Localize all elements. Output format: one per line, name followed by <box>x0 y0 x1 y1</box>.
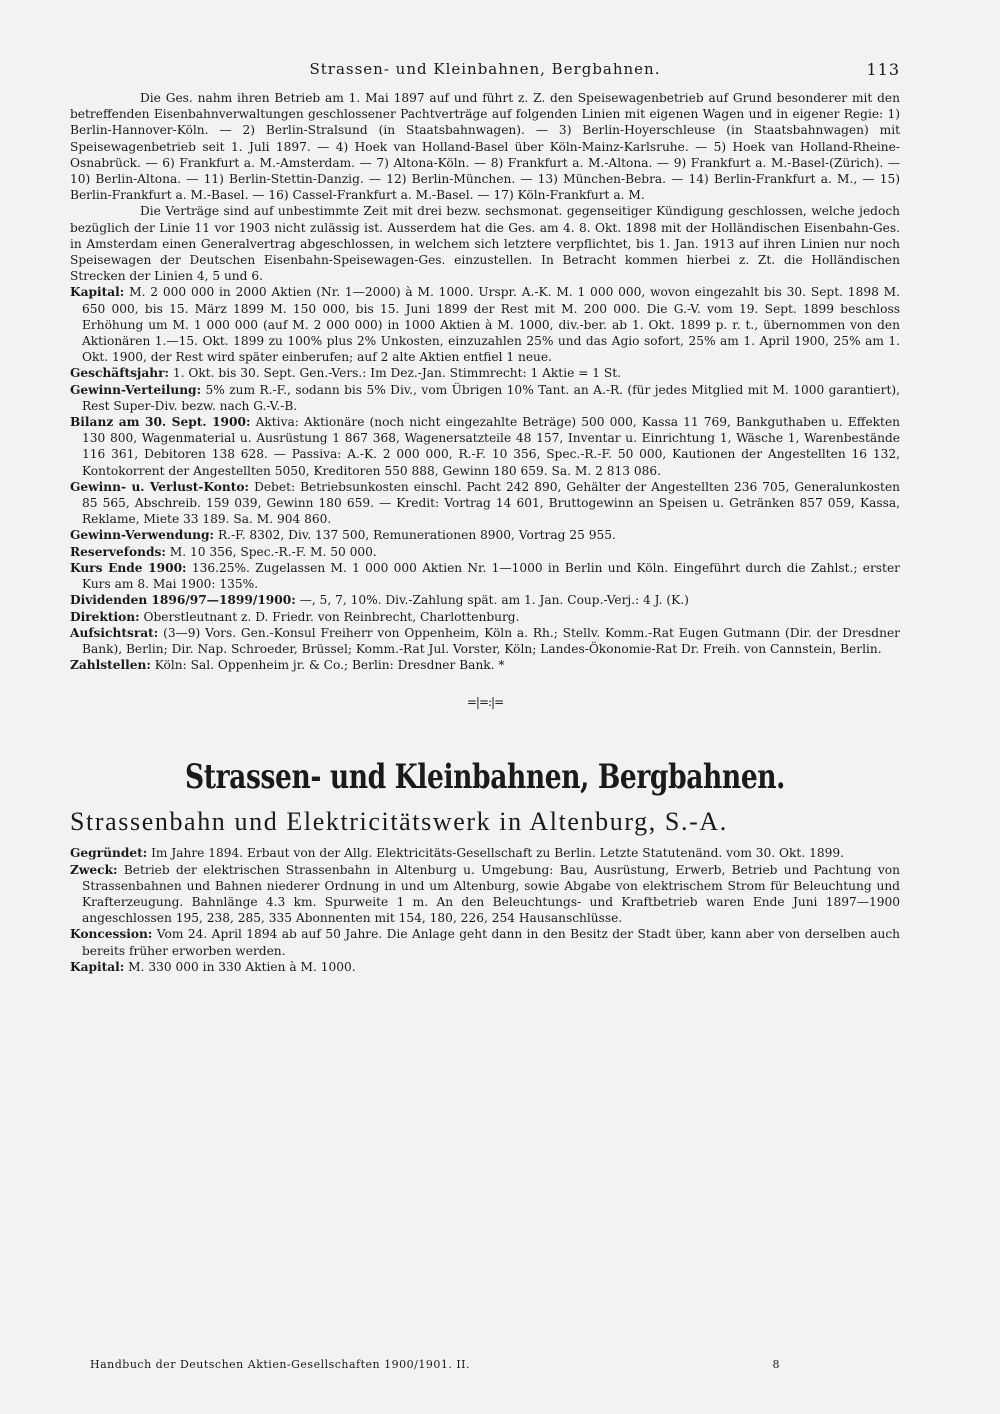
entry-text: Vom 24. April 1894 ab auf 50 Jahre. Die Anlage geht dann in den Besitz der Stadt über, kann aber von derselben auch bereits früher erworben werden. <box>82 927 901 958</box>
entry-bilanz <box>70 414 900 479</box>
section-title: Strassen- und Kleinbahnen, Bergbahnen. <box>184 757 786 798</box>
previous-company-body <box>70 90 900 673</box>
entry-direktion <box>70 609 900 625</box>
entry-label: Kapital: <box>70 285 125 300</box>
company-body <box>70 845 900 975</box>
entry-company-kapital <box>70 959 900 975</box>
entry-label: Geschäftsjahr: <box>70 366 170 381</box>
entry-zahlstellen <box>70 657 900 673</box>
company-title: Strassenbahn und Elektricitätswerk in Altenburg, S.-A. <box>70 807 728 837</box>
entry-gewinn-verteilung <box>70 382 900 414</box>
business-paragraph: Die Ges. nahm ihren Betrieb am 1. Mai 1897 auf und führt z. Z. den Speisewagenbetrieb auf Grund besonderer mit den betreffenden Eisenbahnverwaltungen geschlossener Pachtverträge auf folgenden Linien mit eigenen Wagen und in eigener Regie: 1) Berlin-Hannover-Köln. — 2) Berlin-Stralsund (in Staatsbahnwagen). — 3) Berlin-Hoyerschleuse (in Staatsbahnwagen) mit Speisewagenbetrieb seit 1. Juli 1897. — 4) Hoek van Holland-Basel über Köln-Mainz-Karlsruhe. — 5) Hoek van Holland-Rheine-Osnabrück. — 6) Frankfurt a. M.-Amsterdam. — 7) Altona-Köln. — 8) Frankfurt a. M.-Altona. — 9) Frankfurt a. M.-Basel-(Zürich). — 10) Berlin-Altona. — 11) Berlin-Stettin-Danzig. — 12) Berlin-München. — 13) München-Bebra. — 14) Berlin-Frankfurt a. M., — 15) Berlin-Frankfurt a. M.-Basel. — 16) Cassel-Frankfurt a. M.-Basel. — 17) Köln-Frankfurt a. M. <box>70 91 900 203</box>
entry-koncession <box>70 926 900 958</box>
entry-text: M. 10 356, Spec.-R.-F. M. 50 000. <box>169 544 377 559</box>
entry-label: Dividenden 1896/97—1899/1900: <box>70 593 296 608</box>
document-page <box>70 60 900 975</box>
entry-zweck <box>70 862 900 927</box>
entry-kapital <box>70 284 900 365</box>
entry-text: Betrieb der elektrischen Strassenbahn in Altenburg u. Umgebung: Bau, Ausrüstung, Erwerb, Betrieb und Pachtung von Strassenbahnen und Bahnen niederer Ordnung in und um Altenburg, sowie Abgabe von elektrischem Strom für Beleuchtung und Krafterzeugung. Bahnlänge 4.3 km. Spurweite 1 m. An den Beleuchtungs- und Kraftbetrieb waren Ende Juni 1897—1900 angeschlossen 195, 238, 285, 335 Abonnenten mit 154, 180, 226, 254 Hausanschlüsse. <box>82 862 900 926</box>
entry-aufsichtsrat <box>70 625 900 657</box>
entry-reservefonds <box>70 544 900 560</box>
entry-geschaeftsjahr <box>70 365 900 381</box>
entry-label: Gewinn-Verteilung: <box>70 382 202 397</box>
entry-kurs <box>70 560 900 592</box>
entry-text: R.-F. 8302, Div. 137 500, Remunerationen 8900, Vortrag 25 955. <box>217 528 616 543</box>
running-header <box>70 60 900 90</box>
entry-label: Kurs Ende 1900: <box>70 560 187 575</box>
section-separator: =|=:|= <box>466 695 504 710</box>
entry-text: 1. Okt. bis 30. Sept. Gen.-Vers.: Im Dez.-Jan. Stimmrecht: 1 Aktie = 1 St. <box>172 366 622 381</box>
entry-gewinn-verwendung <box>70 527 900 543</box>
entry-text: 136.25%. Zugelassen M. 1 000 000 Aktien Nr. 1—1000 in Berlin und Köln. Eingeführt durch die Zahlst.; erster Kurs am 8. Mai 1900: 135%. <box>82 560 900 592</box>
running-title: Strassen- und Kleinbahnen, Bergbahnen. <box>309 60 661 78</box>
entry-label: Kapital: <box>70 959 125 974</box>
entry-text: Debet: Betriebsunkosten einschl. Pacht 242 890, Gehälter der Angestellten 236 705, Generalunkosten 85 565, Abschreib. 159 039, Gewinn 180 659. — Kredit: Vortrag 14 601, Bruttogewinn an Speisen u. Getränken 857 059, Kassa, Reklame, Miete 33 189. Sa. M. 904 860. <box>82 479 901 527</box>
entry-text: Oberstleutnant z. D. Friedr. von Reinbrecht, Charlottenburg. <box>143 609 520 624</box>
entry-label: Reservefonds: <box>70 544 166 559</box>
entry-text: Köln: Sal. Oppenheim jr. & Co.; Berlin: Dresdner Bank. * <box>154 658 505 673</box>
page-footer <box>90 1358 780 1371</box>
entry-label: Direktion: <box>70 609 140 624</box>
signature-mark: 8 <box>772 1358 780 1371</box>
entry-text: M. 2 000 000 in 2000 Aktien (Nr. 1—2000) à M. 1000. Urspr. A.-K. M. 1 000 000, wovon eingezahlt bis 30. Sept. 1898 M. 650 000, bis 15. März 1899 M. 150 000, bis 15. Juni 1899 der Rest mit M. 200 000. Die G.-V. vom 19. Sept. 1899 beschloss Erhöhung um M. 1 000 000 (auf M. 2 000 000) in 1000 Aktien à M. 1000, div.-ber. ab 1. Okt. 1899 p. r. t., übernommen von den Aktionären 1.—15. Okt. 1899 zu 100% plus 2% Unkosten, einzuzahlen 25% und das Agio sofort, 25% am 1. April 1900, 25% am 1. Okt. 1900, der Rest wird später einberufen; auf 2 alte Aktien entfiel 1 neue. <box>82 285 901 365</box>
entry-label: Koncession: <box>70 927 153 942</box>
entry-text: (3—9) Vors. Gen.-Konsul Freiherr von Oppenheim, Köln a. Rh.; Stellv. Komm.-Rat Eugen Gutmann (Dir. der Dresdner Bank), Berlin; Dir. Nap. Schroeder, Brüssel; Komm.-Rat Jul. Vorster, Köln; Landes-Ökonomie-Rat Dr. Freih. von Cannstein, Berlin. <box>82 625 900 656</box>
entry-gewinn-verlust-konto <box>70 479 900 528</box>
entry-label: Zahlstellen: <box>70 658 151 673</box>
entry-dividenden <box>70 592 900 608</box>
entry-label: Bilanz am 30. Sept. 1900: <box>70 415 251 430</box>
entry-text: Aktiva: Aktionäre (noch nicht eingezahlte Beträge) 500 000, Kassa 11 769, Bankguthaben u. Effekten 130 800, Wagenmaterial u. Ausrüstung 1 867 368, Wagenersatzteile 48 157, Inventar u. Einrichtung 1, Wäsche 1, Warenbestände 116 361, Debitoren 138 628. — Passiva: A.-K. 2 000 000, R.-F. 10 356, Spec.-R.-F. 50 000, Kautionen der Angestellten 16 132, Kontokorrent der Angestellten 5050, Kreditoren 550 888, Gewinn 180 659. Sa. M. 2 813 086. <box>82 415 901 478</box>
entry-label: Gewinn-Verwendung: <box>70 528 215 543</box>
entry-text: Im Jahre 1894. Erbaut von der Allg. Elektricitäts-Gesellschaft zu Berlin. Letzte Statutenänd. vom 30. Okt. 1899. <box>151 846 844 861</box>
footer-text: Handbuch der Deutschen Aktien-Gesellschaften 1900/1901. II. <box>90 1358 471 1371</box>
entry-label: Gegründet: <box>70 846 148 861</box>
entry-label: Gewinn- u. Verlust-Konto: <box>70 479 250 494</box>
entry-text: —, 5, 7, 10%. Div.-Zahlung spät. am 1. Jan. Coup.-Verj.: 4 J. (K.) <box>299 593 689 608</box>
entry-label: Zweck: <box>70 862 118 877</box>
entry-gegruendet <box>70 845 900 861</box>
entry-text: 5% zum R.-F., sodann bis 5% Div., vom Übrigen 10% Tant. an A.-R. (für jedes Mitglied mit M. 1000 garantiert), Rest Super-Div. bezw. nach G.-V.-B. <box>82 382 900 413</box>
contracts-paragraph: Die Verträge sind auf unbestimmte Zeit mit drei bezw. sechsmonat. gegenseitiger Kündigung geschlossen, welche jedoch bezüglich der Linie 11 vor 1903 nicht zulässig ist. Ausserdem hat die Ges. am 4. 8. Okt. 1898 mit der Holländischen Eisenbahn-Ges. in Amsterdam einen Generalvertrag abgeschlossen, in welchem sich letztere verpflichtet, bis 1. Jan. 1913 auf ihren Linien nur noch Speisewagen der Deutschen Eisenbahn-Speisewagen-Ges. einzustellen. In Betracht kommen hierbei z. Zt. die Holländischen Strecken der Linien 4, 5 und 6. <box>70 204 900 284</box>
entry-text: M. 330 000 in 330 Aktien à M. 1000. <box>128 959 356 974</box>
page-number: 113 <box>866 60 900 79</box>
entry-label: Aufsichtsrat: <box>70 625 159 640</box>
